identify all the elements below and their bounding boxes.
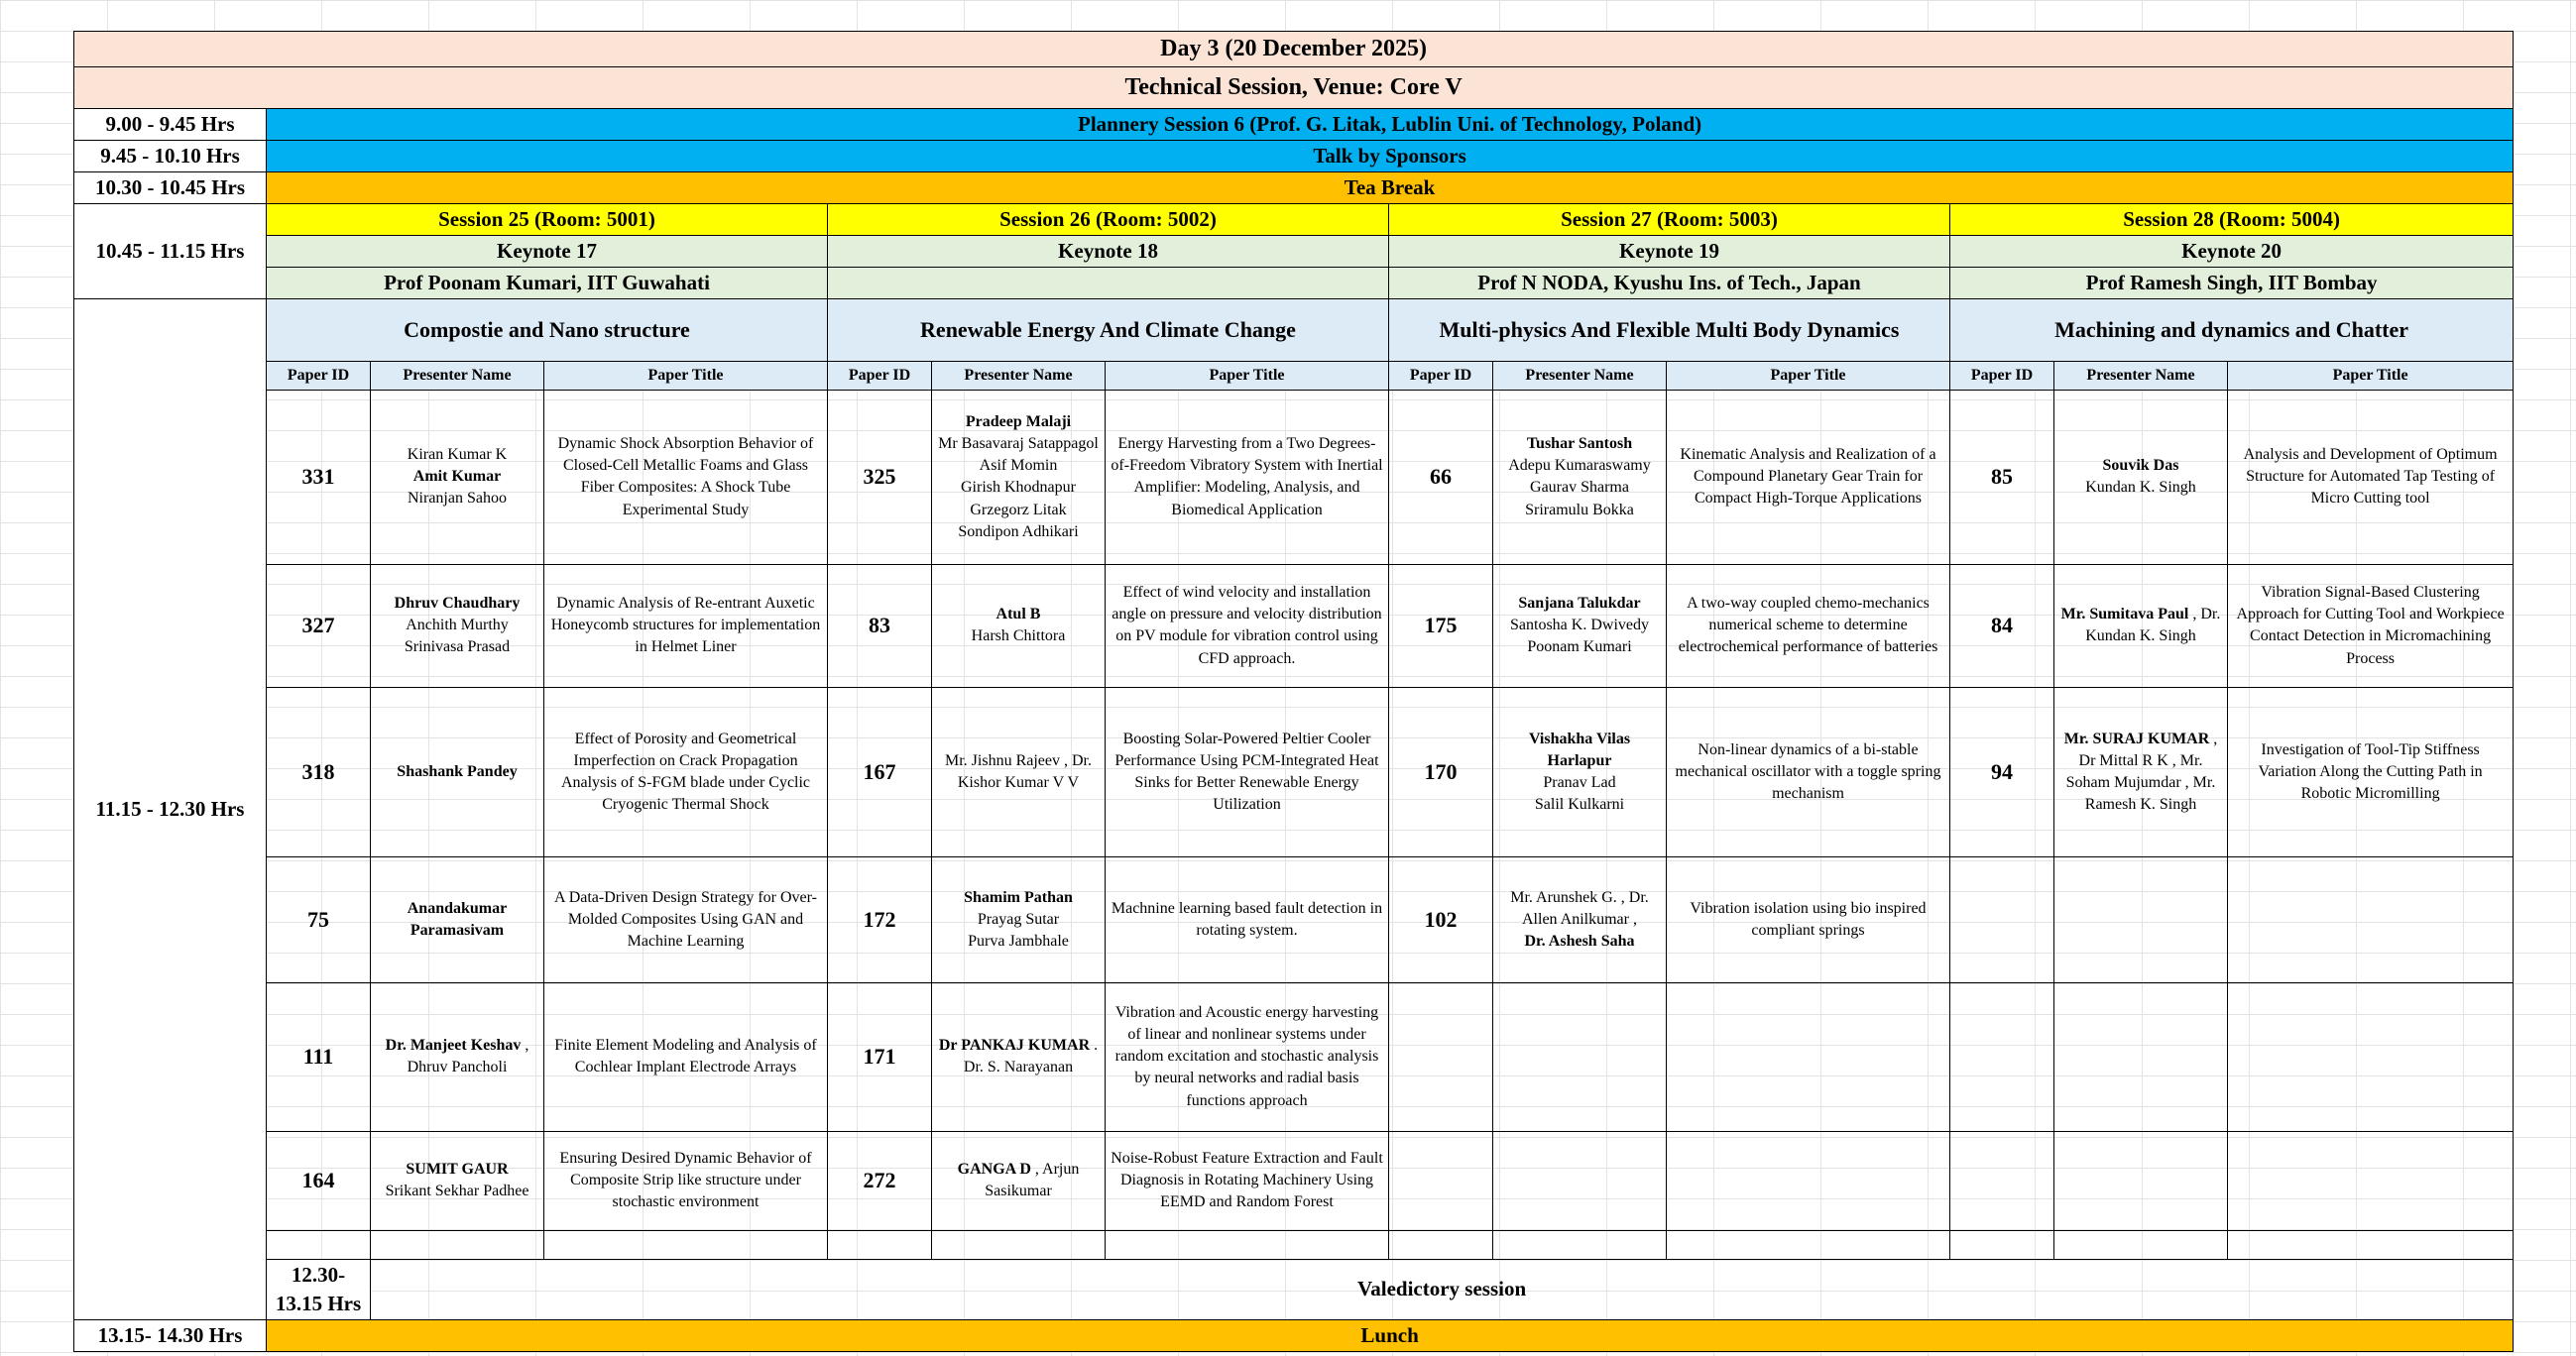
paper-title: Non-linear dynamics of a bi-stable mechanical oscillator with a toggle spring mechanism xyxy=(1667,687,1950,856)
paper-title: Finite Element Modeling and Analysis of Cochlear Implant Electrode Arrays xyxy=(544,982,828,1131)
paper-id xyxy=(1389,1131,1493,1230)
presenter: . Dr. S. Narayanan xyxy=(963,1037,1099,1076)
presenter: , Dhruv Pancholi xyxy=(407,1037,529,1076)
presenter-name xyxy=(1493,564,1667,687)
presenter: Shamim Pathan xyxy=(964,888,1073,906)
keynote-17-speaker: Prof Poonam Kumari, IIT Guwahati xyxy=(267,267,828,298)
paper-title: A Data-Driven Design Strategy for Over-Molded Composites Using GAN and Machine Learning xyxy=(544,856,828,982)
paper-row xyxy=(74,856,2514,982)
presenter: , Dr. Kundan K. Singh xyxy=(2085,606,2221,645)
empty-cell xyxy=(544,1230,828,1259)
presenter-name xyxy=(371,1131,544,1230)
presenter: GANGA D xyxy=(957,1161,1031,1179)
paper-title: A two-way coupled chemo-mechanics numerical scheme to determine electrochemical performance of batteries xyxy=(1667,564,1950,687)
presenter: Salil Kulkarni xyxy=(1534,796,1625,813)
venue-header: Technical Session, Venue: Core V xyxy=(74,67,2514,109)
empty-cell xyxy=(1493,1230,1667,1259)
keynote-18-speaker xyxy=(828,267,1389,298)
presenter: Atul B xyxy=(995,606,1041,623)
keynote-20-speaker: Prof Ramesh Singh, IIT Bombay xyxy=(1950,267,2514,298)
paper-id: 111 xyxy=(267,982,371,1131)
presenter: Mr. Sumitava Paul xyxy=(2060,606,2189,623)
presenter: Srinivasa Prasad xyxy=(404,638,511,656)
paper-id: 170 xyxy=(1389,687,1493,856)
presenter: Santosha K. Dwivedy xyxy=(1510,617,1649,634)
presenter: Pranav Lad xyxy=(1543,773,1616,791)
presenter: Poonam Kumari xyxy=(1527,638,1632,656)
session-28-header: Session 28 (Room: 5004) xyxy=(1950,204,2514,236)
keynote-17: Keynote 17 xyxy=(267,235,828,267)
tea-time: 10.30 - 10.45 Hrs xyxy=(74,172,267,204)
paper-row xyxy=(74,564,2514,687)
presenter: Anchith Murthy xyxy=(406,617,509,634)
papers-time: 11.15 - 12.30 Hrs xyxy=(74,298,267,1319)
presenter: , Dr Mittal R K , Mr. Soham Mujumdar , Mr. Ramesh K. Singh xyxy=(2065,730,2218,813)
paper-title: Dynamic Analysis of Re-entrant Auxetic Honeycomb structures for implementation in Helmet Liner xyxy=(544,564,828,687)
paper-id: 272 xyxy=(828,1131,932,1230)
session-25-header: Session 25 (Room: 5001) xyxy=(267,204,828,236)
paper-title: Vibration and Acoustic energy harvesting of linear and nonlinear systems under random excitation and stochastic analysis by neural networks and radial basis functions approach xyxy=(1106,982,1389,1131)
paper-title xyxy=(2228,982,2514,1131)
paper-title xyxy=(2228,856,2514,982)
presenter: Prayag Sutar xyxy=(977,910,1060,928)
plenary-session: Plannery Session 6 (Prof. G. Litak, Lublin Uni. of Technology, Poland) xyxy=(267,109,2514,141)
paper-title: Kinematic Analysis and Realization of a Compound Planetary Gear Train for Compact High-Torque Applications xyxy=(1667,390,1950,564)
keynote-18: Keynote 18 xyxy=(828,235,1389,267)
paper-title: Analysis and Development of Optimum Structure for Automated Tap Testing of Micro Cutting tool xyxy=(2228,390,2514,564)
paper-title-header: Paper Title xyxy=(2228,361,2514,390)
paper-id: 172 xyxy=(828,856,932,982)
presenter-name xyxy=(932,390,1106,564)
paper-id: 331 xyxy=(267,390,371,564)
presenter: Gaurav Sharma xyxy=(1530,479,1629,497)
paper-id-header: Paper ID xyxy=(267,361,371,390)
paper-id xyxy=(1950,856,2054,982)
presenter: Sanjana Talukdar xyxy=(1518,595,1641,613)
paper-id: 66 xyxy=(1389,390,1493,564)
paper-title: Energy Harvesting from a Two Degrees-of-Freedom Vibratory System with Inertial Amplifier: Modeling, Analysis, and Biomedical Application xyxy=(1106,390,1389,564)
schedule-table xyxy=(73,31,2514,1352)
paper-id: 167 xyxy=(828,687,932,856)
paper-title: Boosting Solar-Powered Peltier Cooler Performance Using PCM-Integrated Heat Sinks for Better Renewable Energy Utilization xyxy=(1106,687,1389,856)
paper-id xyxy=(1950,1131,2054,1230)
presenter: Kundan K. Singh xyxy=(2085,479,2196,497)
presenter: Anandakumar Paramasivam xyxy=(407,899,508,939)
presenter-name xyxy=(1493,390,1667,564)
empty-cell xyxy=(2054,1230,2228,1259)
paper-title xyxy=(1667,982,1950,1131)
presenter: , Arjun Sasikumar xyxy=(985,1161,1080,1200)
paper-title: Noise-Robust Feature Extraction and Fault Diagnosis in Rotating Machinery Using EEMD and Random Forest xyxy=(1106,1131,1389,1230)
presenter-name xyxy=(2054,1131,2228,1230)
presenter-name xyxy=(371,564,544,687)
presenter-header: Presenter Name xyxy=(932,361,1106,390)
paper-id-header: Paper ID xyxy=(1950,361,2054,390)
session-26-header: Session 26 (Room: 5002) xyxy=(828,204,1389,236)
tea-break: Tea Break xyxy=(267,172,2514,204)
track-session-26: Renewable Energy And Climate Change xyxy=(828,298,1389,361)
paper-id xyxy=(1389,982,1493,1131)
plenary-time: 9.00 - 9.45 Hrs xyxy=(74,109,267,141)
valedictory-session: Valedictory session xyxy=(371,1259,2514,1319)
paper-row xyxy=(74,1131,2514,1230)
day-header: Day 3 (20 December 2025) xyxy=(74,32,2514,67)
paper-id: 318 xyxy=(267,687,371,856)
empty-cell xyxy=(1389,1230,1493,1259)
presenter: Srikant Sekhar Padhee xyxy=(385,1183,529,1200)
track-session-25: Compostie and Nano structure xyxy=(267,298,828,361)
presenter-name xyxy=(1493,687,1667,856)
presenter-name xyxy=(1493,856,1667,982)
paper-row xyxy=(74,390,2514,564)
presenter: Mr. SURAJ KUMAR xyxy=(2063,730,2210,747)
presenter-name xyxy=(371,982,544,1131)
presenter: Tushar Santosh xyxy=(1526,435,1633,453)
empty-cell xyxy=(371,1230,544,1259)
paper-id: 325 xyxy=(828,390,932,564)
presenter: Dr. Manjeet Keshav xyxy=(385,1037,522,1055)
empty-cell xyxy=(1667,1230,1950,1259)
presenter-name xyxy=(2054,856,2228,982)
empty-cell xyxy=(1106,1230,1389,1259)
presenter: Vishakha Vilas Harlapur xyxy=(1528,730,1631,769)
presenter-name xyxy=(371,856,544,982)
empty-cell xyxy=(932,1230,1106,1259)
paper-id: 75 xyxy=(267,856,371,982)
presenter: Dr PANKAJ KUMAR xyxy=(938,1037,1091,1055)
keynote-19: Keynote 19 xyxy=(1389,235,1950,267)
presenter-name xyxy=(371,687,544,856)
keynote-time: 10.45 - 11.15 Hrs xyxy=(74,204,267,299)
paper-title: Machnine learning based fault detection in rotating system. xyxy=(1106,856,1389,982)
paper-row xyxy=(74,687,2514,856)
paper-title: Vibration isolation using bio inspired compliant springs xyxy=(1667,856,1950,982)
empty-cell xyxy=(828,1230,932,1259)
paper-id: 164 xyxy=(267,1131,371,1230)
lunch-break: Lunch xyxy=(267,1319,2514,1351)
paper-title: Effect of Porosity and Geometrical Imperfection on Crack Propagation Analysis of S-FGM blade under Cyclic Cryogenic Thermal Shock xyxy=(544,687,828,856)
presenter: Adepu Kumaraswamy xyxy=(1508,457,1651,475)
paper-title-header: Paper Title xyxy=(1106,361,1389,390)
presenter: Girish Khodnapur xyxy=(961,479,1076,497)
paper-title xyxy=(2228,1131,2514,1230)
paper-title: Effect of wind velocity and installation angle on pressure and velocity distribution on PV module for vibration control using CFD approach. xyxy=(1106,564,1389,687)
presenter-name xyxy=(932,856,1106,982)
presenter: Grzegorz Litak xyxy=(970,501,1067,518)
paper-title xyxy=(1667,1131,1950,1230)
presenter: Pradeep Malaji xyxy=(965,413,1072,431)
presenter: Sondipon Adhikari xyxy=(958,522,1079,540)
presenter-name xyxy=(2054,564,2228,687)
presenter-name xyxy=(932,687,1106,856)
presenter: Souvik Das xyxy=(2102,457,2179,475)
presenter: Purva Jambhale xyxy=(968,932,1069,950)
empty-cell xyxy=(2228,1230,2514,1259)
paper-title: Investigation of Tool-Tip Stiffness Variation Along the Cutting Path in Robotic Micromilling xyxy=(2228,687,2514,856)
valedictory-time: 12.30- 13.15 Hrs xyxy=(267,1259,371,1319)
paper-id: 175 xyxy=(1389,564,1493,687)
presenter: Kiran Kumar K xyxy=(407,446,508,464)
presenter: Mr. Jishnu Rajeev , Dr. Kishor Kumar V V xyxy=(945,751,1092,791)
presenter-name xyxy=(371,390,544,564)
paper-id: 327 xyxy=(267,564,371,687)
session-27-header: Session 27 (Room: 5003) xyxy=(1389,204,1950,236)
empty-cell xyxy=(267,1230,371,1259)
presenter-name xyxy=(2054,390,2228,564)
presenter: Harsh Chittora xyxy=(971,627,1066,645)
track-session-27: Multi-physics And Flexible Multi Body Dynamics xyxy=(1389,298,1950,361)
paper-id: 85 xyxy=(1950,390,2054,564)
paper-id-header: Paper ID xyxy=(828,361,932,390)
column-header-row xyxy=(74,361,2514,390)
presenter: Shashank Pandey xyxy=(397,762,518,780)
presenter-name xyxy=(1493,982,1667,1131)
presenter: Niranjan Sahoo xyxy=(408,490,507,508)
lunch-time: 13.15- 14.30 Hrs xyxy=(74,1319,267,1351)
presenter: Mr Basavaraj Satappagol xyxy=(938,435,1099,453)
track-session-28: Machining and dynamics and Chatter xyxy=(1950,298,2514,361)
presenter-name xyxy=(932,982,1106,1131)
paper-id: 102 xyxy=(1389,856,1493,982)
paper-title: Dynamic Shock Absorption Behavior of Closed-Cell Metallic Foams and Glass Fiber Composites: A Shock Tube Experimental Study xyxy=(544,390,828,564)
paper-id-header: Paper ID xyxy=(1389,361,1493,390)
presenter: Mr. Arunshek G. , Dr. Allen Anilkumar , xyxy=(1510,888,1649,928)
empty-cell xyxy=(1950,1230,2054,1259)
keynote-20: Keynote 20 xyxy=(1950,235,2514,267)
paper-title-header: Paper Title xyxy=(1667,361,1950,390)
presenter-header: Presenter Name xyxy=(371,361,544,390)
presenter-name xyxy=(2054,982,2228,1131)
presenter: Dhruv Chaudhary xyxy=(394,595,521,613)
presenter: Sriramulu Bokka xyxy=(1525,501,1634,518)
paper-id: 84 xyxy=(1950,564,2054,687)
presenter-header: Presenter Name xyxy=(2054,361,2228,390)
presenter-name xyxy=(932,1131,1106,1230)
paper-id: 94 xyxy=(1950,687,2054,856)
presenter: Asif Momin xyxy=(979,457,1058,475)
paper-row xyxy=(74,982,2514,1131)
presenter: Amit Kumar xyxy=(412,468,502,486)
presenter-name xyxy=(2054,687,2228,856)
paper-title-header: Paper Title xyxy=(544,361,828,390)
presenter: Dr. Ashesh Saha xyxy=(1524,932,1635,950)
paper-title: Ensuring Desired Dynamic Behavior of Composite Strip like structure under stochastic environment xyxy=(544,1131,828,1230)
presenter-header: Presenter Name xyxy=(1493,361,1667,390)
keynote-19-speaker: Prof N NODA, Kyushu Ins. of Tech., Japan xyxy=(1389,267,1950,298)
presenter-name xyxy=(1493,1131,1667,1230)
sponsor-talk: Talk by Sponsors xyxy=(267,141,2514,172)
paper-id: 171 xyxy=(828,982,932,1131)
paper-title: Vibration Signal-Based Clustering Approach for Cutting Tool and Workpiece Contact Detection in Micromachining Process xyxy=(2228,564,2514,687)
presenter-name xyxy=(932,564,1106,687)
sponsor-time: 9.45 - 10.10 Hrs xyxy=(74,141,267,172)
paper-id: 83 xyxy=(828,564,932,687)
paper-id xyxy=(1950,982,2054,1131)
presenter: SUMIT GAUR xyxy=(406,1161,509,1179)
